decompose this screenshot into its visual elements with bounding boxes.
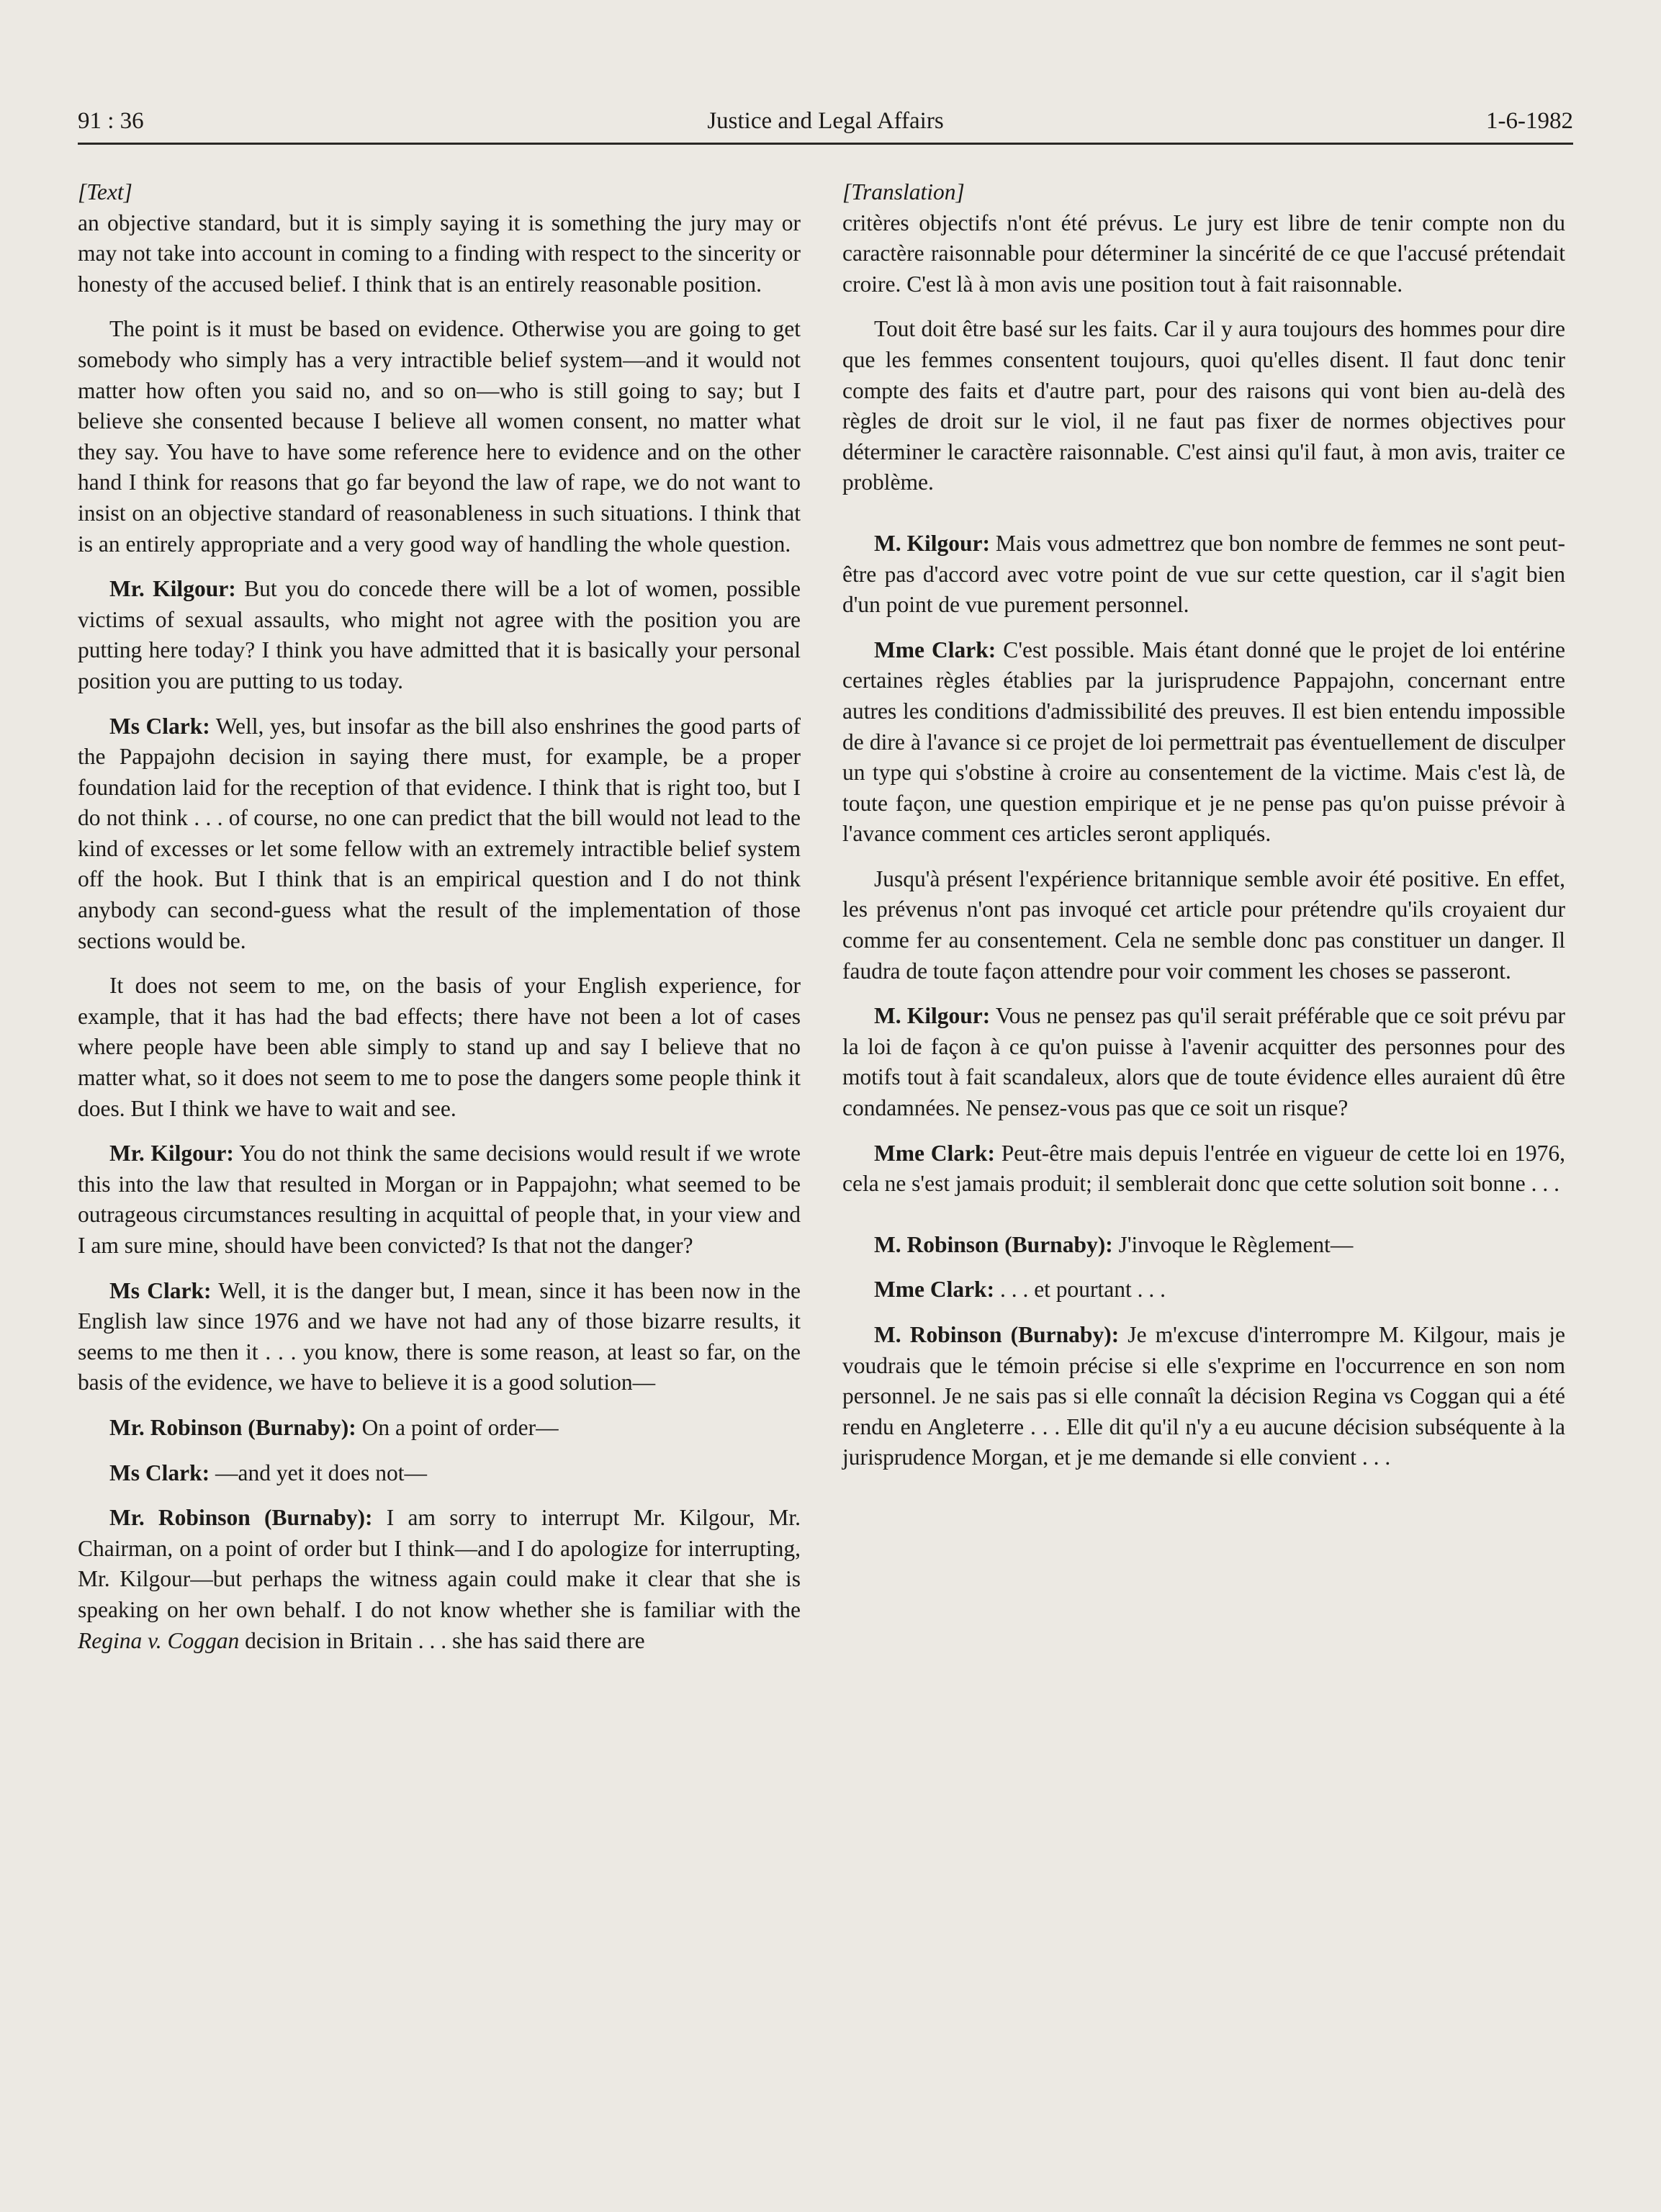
- speaker-name: Mme Clark:: [874, 1277, 995, 1303]
- speaker-paragraph: [842, 1230, 1565, 1261]
- speech-text: Well, it is the danger but, I mean, since it has been now in the English law since 1976 and we have not had any of those bizarre results, it seems to me then it . . . you know, there is some reason, at least so far, on the basis of the evidence, we have to believe it is a good solution—: [78, 1277, 801, 1395]
- speaker-paragraph: [842, 1274, 1565, 1305]
- speech-text: On a point of order—: [356, 1414, 559, 1440]
- running-title: Justice and Legal Affairs: [707, 108, 944, 134]
- speech-text: —and yet it does not—: [210, 1460, 427, 1485]
- speech-text: decision in Britain . . . she has said there are: [239, 1627, 645, 1653]
- paragraph: Tout doit être basé sur les faits. Car il y aura toujours des hommes pour dire que les femmes consentent toujours, quoi qu'elles disent. Il faut donc tenir compte des faits et d'autre part, pour des raisons qui vont bien au-delà des règles de droit sur le viol, il ne faut pas fixer de normes objectives pour déterminer le caractère raisonnable. C'est ainsi qu'il faut, à mon avis, traiter ce problème.: [842, 316, 1565, 495]
- speech-text: J'invoque le Règlement—: [1112, 1231, 1354, 1257]
- speech-text: Well, yes, but insofar as the bill also enshrines the good parts of the Pappajohn decision in saying there must, for example, be a proper foundation laid for the reception of that evidence. I think that is right too, but I do not think . . . of course, no one can predict that the bill would not lead to the kind of excesses or let some fellow with an extremely intractible belief system off the hook. But I think that is an empirical question and I do not think anybody can second-guess what the result of the implementation of those sections would be.: [78, 713, 801, 953]
- speech-text: C'est possible. Mais étant donné que le projet de loi entérine certaines règles établies par la jurisprudence Pappajohn, concernant entre autres les conditions d'admissibilité des preuves. Il est bien entendu impossible de dire à l'avance si ce projet de loi permettrait pas éventuellement de disculper un type qui s'obstine à croire au consentement de la victime. Mais c'est là, de toute façon, une question empirique et je ne pense pas qu'on puisse prévoir à l'avance comment ces articles seront appliqués.: [842, 637, 1565, 847]
- speaker-paragraph: [78, 1458, 801, 1489]
- speaker-name: Mr. Kilgour:: [109, 576, 236, 602]
- speaker-paragraph: [842, 1138, 1565, 1200]
- page-number: 91 : 36: [78, 108, 144, 134]
- speech-text: You do not think the same decisions would result if we wrote this into the law that resulted in Morgan or in Pappajohn; what seemed to be outrageous circumstances resulting in acquittal of people that, in your view and I am sure mine, should have been convicted? Is that not the danger?: [78, 1141, 801, 1258]
- speaker-paragraph: [78, 1138, 801, 1261]
- speaker-name: M. Kilgour:: [874, 530, 991, 556]
- french-column: [842, 177, 1565, 1488]
- speaker-paragraph: [842, 1320, 1565, 1473]
- speech-text: Mais vous admettrez que bon nombre de femmes ne sont peut-être pas d'accord avec votre point de vue sur cette question, car il s'agit bien d'un point de vue purement personnel.: [842, 530, 1565, 618]
- case-name: Regina v. Coggan: [78, 1627, 240, 1653]
- paragraph: Jusqu'à présent l'expérience britannique semble avoir été positive. En effet, les prévenus n'ont pas invoqué cet article pour prétendre qu'ils croyaient dur comme fer au consentement. Cela ne semble donc pas constituer un danger. Il faudra de toute façon attendre pour voir comment les choses se passeront.: [842, 866, 1565, 984]
- speaker-name: Ms Clark:: [109, 1460, 210, 1485]
- speaker-paragraph: [78, 1276, 801, 1398]
- speaker-paragraph: [78, 574, 801, 696]
- speaker-paragraph: [78, 1413, 801, 1444]
- speaker-paragraph: [842, 1001, 1565, 1123]
- english-column: [78, 177, 801, 1671]
- paragraph: The point is it must be based on evidence. Otherwise you are going to get somebody who simply has a very intractible belief system—and it would not matter how often you said no, and so on—who is still going to say; but I believe she consented because I believe all women consent, no matter what they say. You have to have some reference here to evidence and on the other hand I think for reasons that go far beyond the law of rape, we do not want to insist on an objective standard of reasonableness in such situations. I think that is an entirely appropriate and a very good way of handling the whole question.: [78, 316, 801, 557]
- speaker-name: Mr. Robinson (Burnaby):: [109, 1505, 373, 1531]
- speech-text: Peut-être mais depuis l'entrée en vigueur de cette loi en 1976, cela ne s'est jamais produit; il semblerait donc que cette solution soit bonne . . .: [842, 1140, 1565, 1197]
- text-label: [Text]: [78, 179, 132, 204]
- speaker-paragraph: [78, 1503, 801, 1656]
- speaker-name: Ms Clark:: [109, 1277, 212, 1303]
- page-header: [78, 105, 1573, 145]
- speaker-name: M. Kilgour:: [874, 1003, 991, 1029]
- speaker-paragraph: [842, 635, 1565, 850]
- speaker-name: Mr. Robinson (Burnaby):: [109, 1414, 356, 1440]
- speaker-name: Ms Clark:: [109, 713, 210, 739]
- speech-text: I am sorry to interrupt Mr. Kilgour, Mr. Chairman, on a point of order but I think—and I do apologize for interrupting, Mr. Kilgour—but perhaps the witness again could make it clear that she is speaking on her own behalf. I do not know whether she is familiar with the: [78, 1505, 801, 1622]
- paragraph: It does not seem to me, on the basis of your English experience, for example, that it has had the bad effects; there have not been a lot of cases where people have been able simply to stand up and say I believe that no matter what, so it does not seem to me to pose the dangers some people think it does. But I think we have to wait and see.: [78, 973, 801, 1121]
- speaker-name: M. Robinson (Burnaby):: [874, 1231, 1113, 1257]
- speaker-name: Mme Clark:: [874, 1140, 995, 1166]
- speech-text: Vous ne pensez pas qu'il serait préférable que ce soit prévu par la loi de façon à ce qu'on puisse à l'avenir acquitter des personnes pour des motifs tout à fait scandaleux, alors que de toute évidence elles auraient dû être condamnées. Ne pensez-vous pas que ce soit un risque?: [842, 1003, 1565, 1121]
- speaker-name: M. Robinson (Burnaby):: [874, 1322, 1120, 1347]
- speaker-paragraph: [842, 529, 1565, 621]
- speaker-paragraph: [78, 711, 801, 957]
- speech-text: . . . et pourtant . . .: [994, 1277, 1166, 1303]
- speech-text: Je m'excuse d'interrompre M. Kilgour, mais je voudrais que le témoin précise si elle s'exprime en l'occurrence en son nom personnel. Je ne sais pas si elle connaît la décision Regina vs Coggan qui a été rendu en Angleterre . . . Elle dit qu'il n'y a eu aucune décision subséquente à la jurisprudence Morgan, et je me demande si elle convient . . .: [842, 1322, 1565, 1470]
- speaker-name: Mr. Kilgour:: [109, 1141, 234, 1166]
- paragraph: an objective standard, but it is simply saying it is something the jury may or may not take into account in coming to a finding with respect to the sincerity or honesty of the accused belief. I think that is an entirely reasonable position.: [78, 210, 801, 297]
- speech-text: But you do concede there will be a lot of women, possible victims of sexual assaults, who might not agree with the position you are putting here today? I think you have admitted that it is basically your personal position you are putting to us today.: [78, 576, 801, 693]
- translation-label: [Translation]: [842, 179, 965, 204]
- speaker-name: Mme Clark:: [874, 637, 996, 662]
- header-date: 1-6-1982: [1486, 108, 1573, 134]
- paragraph: critères objectifs n'ont été prévus. Le jury est libre de tenir compte non du caractère raisonnable pour déterminer la sincérité de ce que l'accusé prétendait croire. C'est là à mon avis une position tout à fait raisonnable.: [842, 210, 1565, 297]
